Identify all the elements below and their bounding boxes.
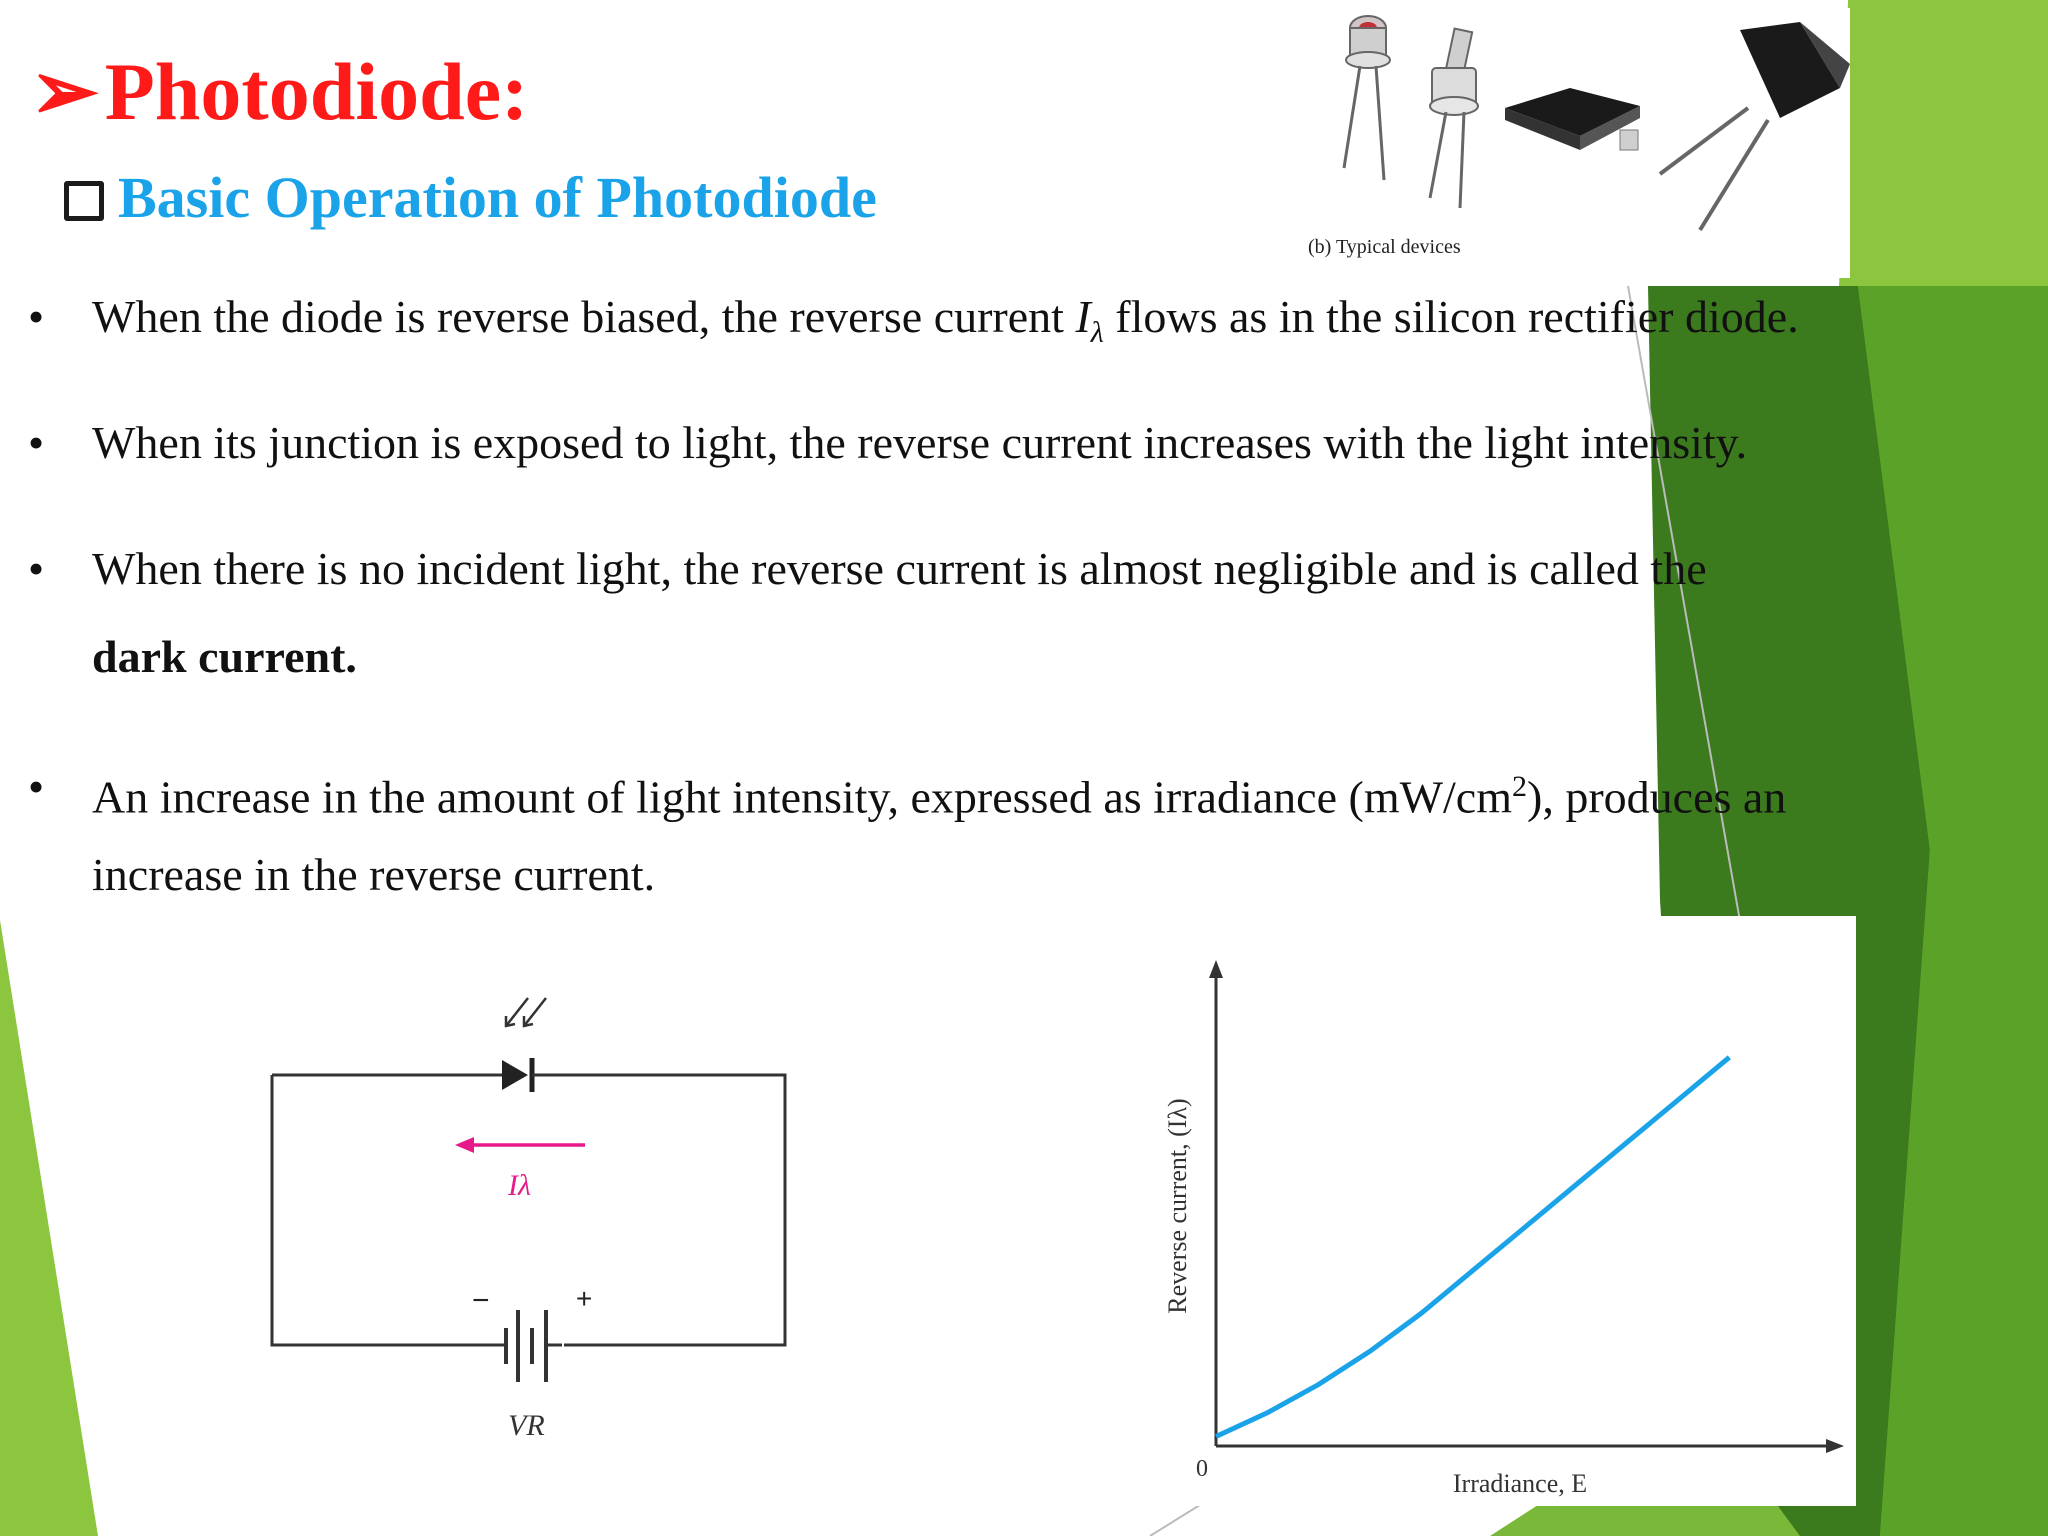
current-label: Iλ (508, 1169, 531, 1202)
bullet-dot-icon: • (28, 761, 45, 812)
bullet-dot-icon: • (28, 291, 45, 342)
superscript: 2 (1512, 770, 1528, 803)
bullet-dot-icon: • (28, 417, 45, 468)
photodiode-symbol-icon (490, 1058, 550, 1092)
origin-label: 0 (1196, 1456, 1208, 1482)
devices-caption: (b) Typical devices (1308, 236, 1461, 258)
series-line (1216, 1057, 1729, 1436)
slide-title-text: Photodiode: (104, 46, 529, 137)
bullet-text-part: flows as in the silicon rectifier diode. (1103, 291, 1799, 342)
slide-title (30, 42, 528, 142)
current-symbol: I (1075, 291, 1091, 342)
battery-symbol-icon (496, 1310, 564, 1382)
battery-minus-label: − (472, 1284, 490, 1317)
y-axis-label: Reverse current, (Iλ) (1163, 1098, 1192, 1314)
y-axis-arrow-icon (1209, 960, 1223, 978)
arrow-bullet-icon: ➢ (30, 46, 99, 137)
photodiode-circuit-diagram (250, 980, 810, 1460)
current-subscript: λ (1090, 316, 1104, 350)
battery-plus-label: + (576, 1283, 593, 1314)
slide-subtitle (64, 158, 877, 238)
checkbox-bullet-icon (64, 181, 104, 221)
irradiance-vs-current-chart (1120, 916, 1856, 1506)
left-green-shape (0, 920, 98, 1536)
bullet-text: When there is no incident light, the reverse current is almost negligible and is called the (92, 543, 1707, 594)
bullet-text-part: ), produces an (1527, 771, 1787, 823)
bullet-text-part: When the diode is reverse biased, the reverse current (92, 291, 1076, 342)
bullet-bold-text: dark current. (92, 631, 357, 682)
incident-light-arrows-icon (506, 998, 546, 1026)
circuit-wire (272, 1075, 498, 1345)
x-axis-arrow-icon (1826, 1439, 1844, 1453)
circuit-wire (272, 1075, 785, 1345)
bullet-text: increase in the reverse current. (92, 849, 656, 900)
bullet-text: When its junction is exposed to light, the reverse current increases with the light intensity. (92, 417, 1748, 468)
current-arrow-icon (455, 1137, 585, 1153)
battery-label: VR (508, 1409, 545, 1442)
graph-panel (1120, 916, 1856, 1506)
bullet-text-part: An increase in the amount of light intensity, expressed as irradiance (mW/cm (92, 771, 1513, 823)
slide-subtitle-text: Basic Operation of Photodiode (118, 165, 877, 230)
x-axis-label: Irradiance, E (1452, 1469, 1588, 1498)
bullet-dot-icon: • (28, 543, 45, 594)
